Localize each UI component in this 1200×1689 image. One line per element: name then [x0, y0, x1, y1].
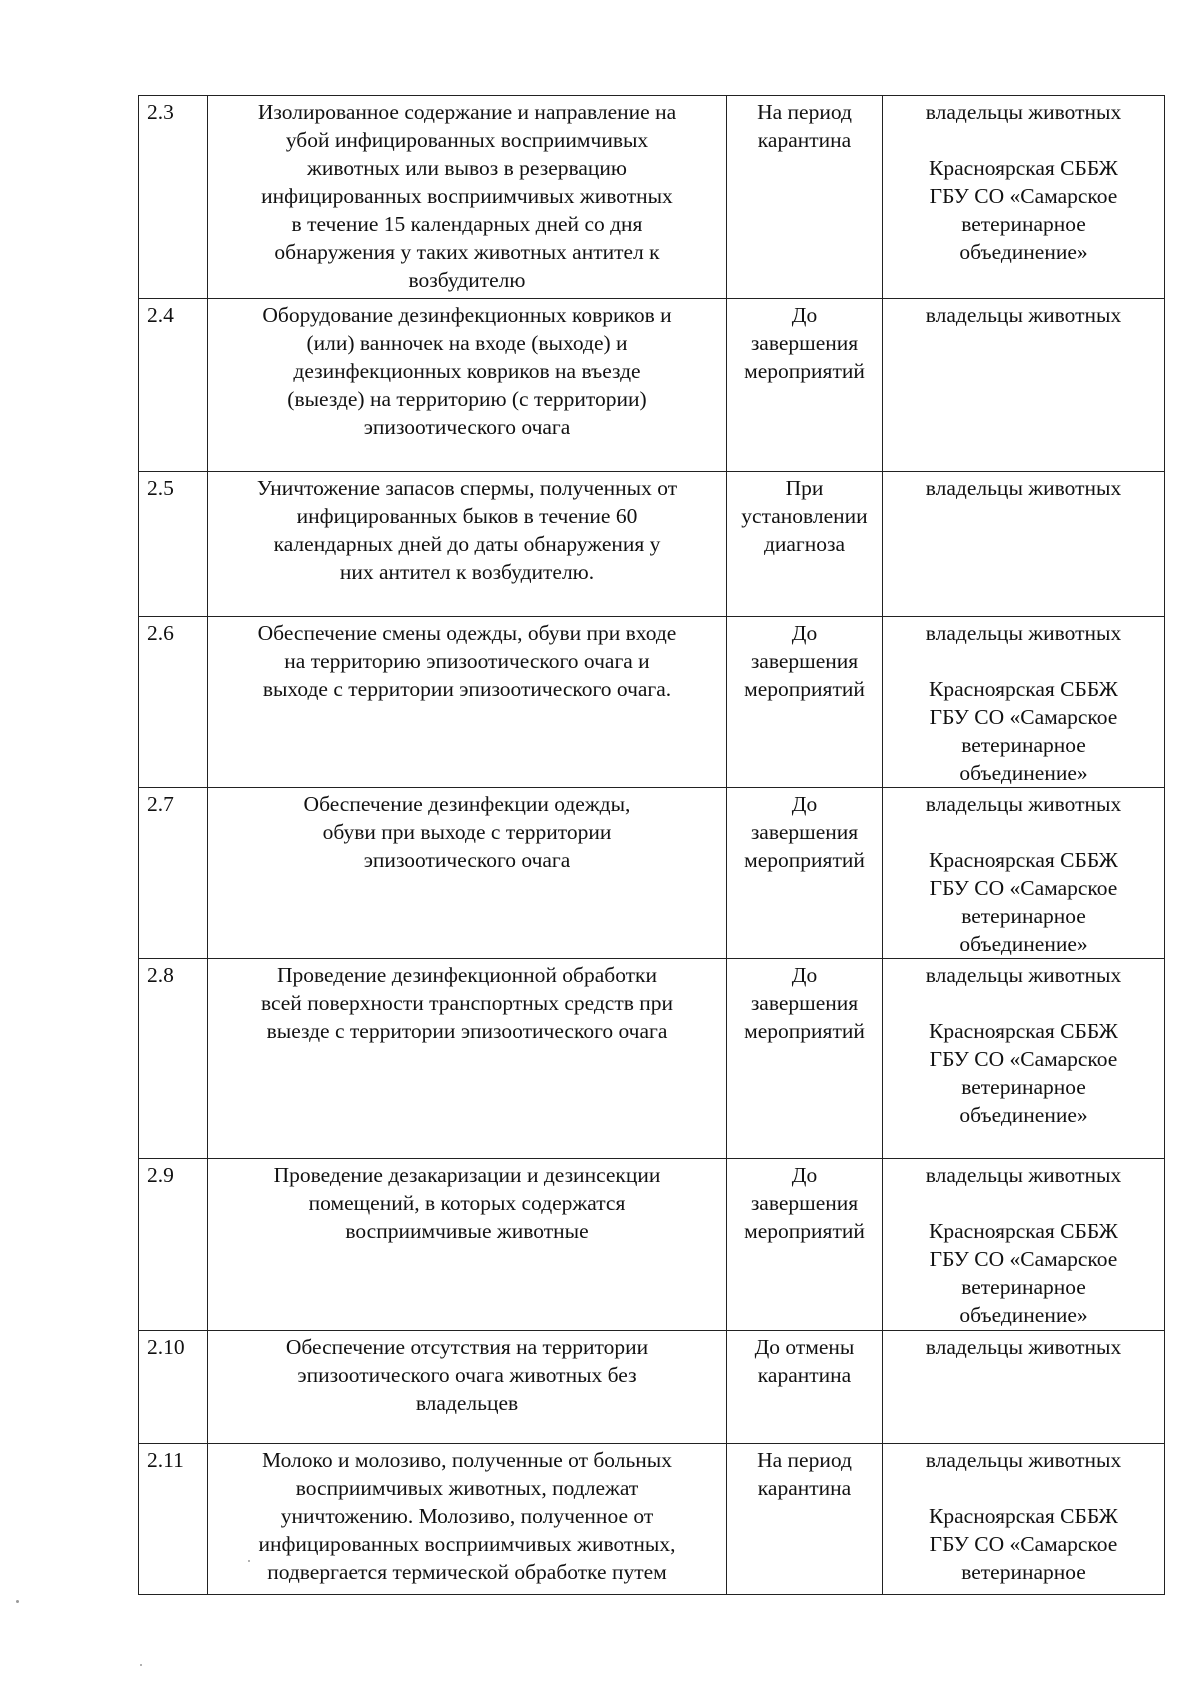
blank-line [891, 1474, 1156, 1502]
term-text-line: мероприятий [744, 848, 865, 872]
term-text-line: карантина [757, 128, 852, 152]
blank-line [891, 126, 1156, 154]
agency-text-line: ветеринарное [961, 1560, 1086, 1584]
responsible-cell [883, 617, 1165, 788]
measure-text-line: календарных дней до даты обнаружения у [273, 532, 661, 556]
measure-text-line: Оборудование дезинфекционных ковриков и [262, 303, 672, 327]
measure-text-line: восприимчивых животных, подлежат [295, 1476, 639, 1500]
agency-text-line: ГБУ СО «Самарское [929, 184, 1118, 208]
term-text-line: До [791, 303, 818, 327]
responsible-cell [883, 96, 1165, 299]
owners-text: владельцы животных [925, 1448, 1122, 1472]
measure-text-line: Обеспечение смены одежды, обуви при входе [257, 621, 677, 645]
table-row [139, 1331, 1165, 1444]
owners-text: владельцы животных [925, 476, 1122, 500]
row-number: 2.8 [139, 959, 208, 1159]
agency-text-line: объединение» [959, 761, 1088, 785]
measure-text-line: дезинфекционных ковриков на въезде [293, 359, 641, 383]
agency-text-line: Красноярская СББЖ [929, 677, 1118, 701]
measure-text-line: Уничтожение запасов спермы, полученных от [256, 476, 678, 500]
term-cell [727, 617, 883, 788]
agency-text-line: ветеринарное [961, 212, 1086, 236]
measure-text-line: эпизоотического очага [363, 848, 571, 872]
agency-text-line: ГБУ СО «Самарское [929, 1047, 1118, 1071]
agency-text-line: ГБУ СО «Самарское [929, 1532, 1118, 1556]
term-text-line: До [791, 963, 818, 987]
term-cell [727, 96, 883, 299]
measure-text-line: убой инфицированных восприимчивых [285, 128, 649, 152]
term-text-line: установлении [741, 504, 868, 528]
table-row [139, 617, 1165, 788]
measure-text-line: Проведение дезакаризации и дезинсекции [273, 1163, 661, 1187]
table-row [139, 472, 1165, 617]
term-text-line: завершения [750, 331, 859, 355]
term-text-line: завершения [750, 991, 859, 1015]
agency-text-line: ветеринарное [961, 1075, 1086, 1099]
measure-text-line: Молоко и молозиво, полученные от больных [261, 1448, 672, 1472]
owners-text: владельцы животных [925, 1163, 1122, 1187]
blank-line [891, 647, 1156, 675]
measures-table-body [139, 96, 1165, 1595]
measure-text-line: эпизоотического очага [363, 415, 571, 439]
table-row [139, 788, 1165, 959]
responsible-cell [883, 1331, 1165, 1444]
term-cell [727, 472, 883, 617]
term-text-line: завершения [750, 649, 859, 673]
blank-line [891, 818, 1156, 846]
scan-speck [16, 1600, 19, 1603]
responsible-cell [883, 472, 1165, 617]
scan-speck [248, 1560, 250, 1562]
measure-text-line: выезде с территории эпизоотического очага [266, 1019, 668, 1043]
measure-cell [208, 959, 727, 1159]
measure-text-line: животных или вывоз в резервацию [307, 156, 627, 180]
agency-text-line: Красноярская СББЖ [929, 848, 1118, 872]
measure-text-line: обуви при выходе с территории [322, 820, 612, 844]
owners-text: владельцы животных [925, 100, 1122, 124]
row-number: 2.10 [139, 1331, 208, 1444]
table-row [139, 96, 1165, 299]
responsible-cell [883, 788, 1165, 959]
term-text-line: При [785, 476, 824, 500]
measure-text-line: помещений, в которых содержатся [308, 1191, 626, 1215]
row-number: 2.6 [139, 617, 208, 788]
measure-cell [208, 1331, 727, 1444]
measure-cell [208, 96, 727, 299]
agency-text-line: ветеринарное [961, 733, 1086, 757]
measure-text-line: на территорию эпизоотического очага и [284, 649, 650, 673]
row-number: 2.3 [139, 96, 208, 299]
term-text-line: завершения [750, 820, 859, 844]
agency-text-line: объединение» [959, 1103, 1088, 1127]
measure-text-line: Изолированное содержание и направление на [257, 100, 677, 124]
row-number: 2.7 [139, 788, 208, 959]
row-number: 2.5 [139, 472, 208, 617]
term-text-line: карантина [757, 1476, 852, 1500]
term-text-line: мероприятий [744, 1219, 865, 1243]
owners-text: владельцы животных [925, 303, 1122, 327]
measure-text-line: обнаружения у таких животных антител к [274, 240, 660, 264]
term-text-line: На период [757, 100, 852, 124]
owners-text: владельцы животных [925, 1335, 1122, 1359]
measure-text-line: владельцев [415, 1391, 519, 1415]
measure-text-line: восприимчивые животные [345, 1219, 589, 1243]
measure-text-line: (или) ванночек на входе (выходе) и [306, 331, 628, 355]
agency-text-line: ветеринарное [961, 904, 1086, 928]
term-cell [727, 959, 883, 1159]
measure-text-line: инфицированных быков в течение 60 [296, 504, 638, 528]
row-number: 2.9 [139, 1159, 208, 1331]
row-number: 2.4 [139, 299, 208, 472]
term-text-line: мероприятий [744, 359, 865, 383]
agency-text-line: Красноярская СББЖ [929, 1019, 1118, 1043]
owners-text: владельцы животных [925, 621, 1122, 645]
term-text-line: До отмены [754, 1335, 855, 1359]
term-text-line: До [791, 1163, 818, 1187]
measure-text-line: Обеспечение дезинфекции одежды, [303, 792, 631, 816]
agency-text-line: ГБУ СО «Самарское [929, 705, 1118, 729]
measure-text-line: эпизоотического очага животных без [297, 1363, 637, 1387]
term-text-line: карантина [757, 1363, 852, 1387]
responsible-cell [883, 959, 1165, 1159]
measure-text-line: выходе с территории эпизоотического очага. [262, 677, 672, 701]
measure-text-line: Обеспечение отсутствия на территории [285, 1335, 649, 1359]
blank-line [891, 989, 1156, 1017]
measure-text-line: инфицированных восприимчивых животных, [258, 1532, 676, 1556]
agency-text-line: ГБУ СО «Самарское [929, 1247, 1118, 1271]
measure-text-line: возбудителю [408, 268, 526, 292]
measure-cell [208, 1444, 727, 1595]
owners-text: владельцы животных [925, 792, 1122, 816]
table-row [139, 299, 1165, 472]
responsible-cell [883, 1159, 1165, 1331]
measure-text-line: (выезде) на территорию (с территории) [287, 387, 647, 411]
responsible-cell [883, 1444, 1165, 1595]
term-cell [727, 788, 883, 959]
measure-text-line: всей поверхности транспортных средств при [260, 991, 674, 1015]
scan-speck [140, 1664, 142, 1666]
term-text-line: До [791, 621, 818, 645]
owners-text: владельцы животных [925, 963, 1122, 987]
measure-text-line: подвергается термической обработке путем [267, 1560, 667, 1584]
measure-cell [208, 788, 727, 959]
measure-cell [208, 472, 727, 617]
term-cell [727, 299, 883, 472]
table-row [139, 1444, 1165, 1595]
measure-text-line: инфицированных восприимчивых животных [261, 184, 673, 208]
agency-text-line: объединение» [959, 240, 1088, 264]
agency-text-line: ветеринарное [961, 1275, 1086, 1299]
term-text-line: диагноза [763, 532, 846, 556]
measure-text-line: уничтожению. Молозиво, полученное от [280, 1504, 654, 1528]
agency-text-line: объединение» [959, 1303, 1088, 1327]
measure-text-line: Проведение дезинфекционной обработки [276, 963, 658, 987]
agency-text-line: ГБУ СО «Самарское [929, 876, 1118, 900]
responsible-cell [883, 299, 1165, 472]
measure-text-line: них антител к возбудителю. [339, 560, 595, 584]
measure-cell [208, 617, 727, 788]
term-text-line: мероприятий [744, 677, 865, 701]
table-row [139, 959, 1165, 1159]
agency-text-line: Красноярская СББЖ [929, 1504, 1118, 1528]
agency-text-line: объединение» [959, 932, 1088, 956]
measure-cell [208, 299, 727, 472]
term-text-line: мероприятий [744, 1019, 865, 1043]
table-row [139, 1159, 1165, 1331]
blank-line [891, 1189, 1156, 1217]
term-cell [727, 1444, 883, 1595]
row-number: 2.11 [139, 1444, 208, 1595]
agency-text-line: Красноярская СББЖ [929, 156, 1118, 180]
measure-cell [208, 1159, 727, 1331]
measure-text-line: в течение 15 календарных дней со дня [291, 212, 643, 236]
term-text-line: На период [757, 1448, 852, 1472]
term-text-line: До [791, 792, 818, 816]
measures-table [138, 95, 1165, 1595]
term-cell [727, 1159, 883, 1331]
term-cell [727, 1331, 883, 1444]
agency-text-line: Красноярская СББЖ [929, 1219, 1118, 1243]
term-text-line: завершения [750, 1191, 859, 1215]
